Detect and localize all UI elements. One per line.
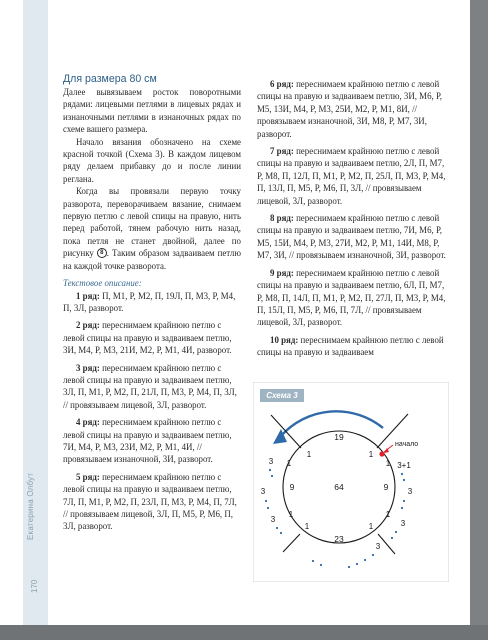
row-text: переснимаем крайнюю петлю с левой спицы на правую и задваиваем петлю, 3И, М6, Р, М5, 13И, М4, Р, М3, 25И, М2, Р, М1, 8И, // провязываем изнаночной, 3И, М8, Р, М7, 3И, разворот. bbox=[257, 79, 442, 139]
intro-paragraph: Далее вывязываем росток поворотными рядами: лицевыми петлями в лицевых рядах и изнаночными петлями в изнаночных рядах по схеме вашего размера. bbox=[63, 87, 241, 135]
row-text: переснимаем крайнюю петлю с левой спицы на правую и задваиваем петлю, 3Л, П, М1, Р, М2, П, 21Л, П, М3, Р, М4, П, 3Л, // провязываем лицевой, 3Л, разворот. bbox=[63, 362, 237, 410]
row-text: переснимаем крайнюю петлю с левой спицы на правую и задваиваем петлю, 7Л, П, М1, Р, М2, П, 23Л, П, М3, Р, М4, П, 7Л, // провязываем лицевой, 3Л, П, М5, Р, М6, П, 3Л, разворот. bbox=[63, 471, 237, 532]
stitch-1: 1 bbox=[286, 459, 292, 468]
row-8 bbox=[257, 212, 447, 262]
stitch-1: 1 bbox=[385, 459, 391, 468]
page-bottom-shadow bbox=[0, 625, 488, 640]
scheme-label: Схема 3 bbox=[260, 389, 304, 402]
row-label: 4 ряд: bbox=[76, 417, 100, 428]
row-9 bbox=[257, 267, 447, 329]
turn-text-b: . Таким образом задваиваем петлю на каждой точке разворота. bbox=[63, 248, 241, 271]
right-column bbox=[257, 78, 447, 359]
stitch-1: 1 bbox=[304, 522, 310, 531]
start-label: начало bbox=[395, 441, 419, 448]
stitch-1: 1 bbox=[368, 522, 374, 531]
page-number: 170 bbox=[30, 579, 39, 593]
author-name: Екатерина Олбут bbox=[26, 472, 35, 540]
turn-count: 3 bbox=[260, 487, 266, 496]
row-label: 10 ряд: bbox=[270, 334, 299, 345]
turn-count: 3 bbox=[375, 542, 381, 551]
row-label: 8 ряд: bbox=[270, 213, 294, 224]
turn-count: 3 bbox=[270, 515, 276, 524]
left-count: 9 bbox=[289, 482, 295, 492]
scheme-3-diagram bbox=[253, 382, 449, 582]
row-label: 6 ряд: bbox=[270, 79, 294, 89]
turn-count: 3 bbox=[407, 487, 413, 496]
page-edge-shadow bbox=[470, 0, 488, 625]
start-paragraph: Начало вязания обозначено на схеме красной точкой (Схема 3). В каждом лицевом ряду делаем прибавку до и после линии реглана. bbox=[63, 136, 241, 184]
turn-count: 3 bbox=[400, 519, 406, 528]
row-text: П, М1, Р, М2, П, 19Л, П, М3, Р, М4, П, 3Л, разворот. bbox=[63, 290, 236, 313]
turn-count: 3 bbox=[268, 457, 274, 466]
row-label: 1 ряд: bbox=[76, 290, 100, 301]
scheme-svg bbox=[253, 382, 449, 582]
right-count: 9 bbox=[383, 482, 389, 492]
stitch-1: 1 bbox=[306, 450, 312, 459]
row-10 bbox=[257, 334, 447, 359]
row-text: переснимаем крайнюю петлю с левой спицы на правую и задваиваем петлю, 7И, М4, Р, М3, 23И, М2, Р, М1, 4И, // провязываем изнаночной, 3И, разворот. bbox=[63, 417, 232, 465]
left-column bbox=[63, 72, 241, 533]
row-5 bbox=[63, 471, 241, 533]
row-text: переснимаем крайнюю петлю с левой спицы на правую и задваиваем петлю, 3И, М4, Р, М3, 21И, М2, Р, М1, 4И, разворот. bbox=[63, 320, 232, 356]
row-label: 2 ряд: bbox=[76, 320, 100, 331]
center-count: 64 bbox=[334, 482, 344, 492]
stitch-1: 1 bbox=[368, 450, 374, 459]
row-6 bbox=[257, 78, 447, 140]
row-label: 3 ряд: bbox=[76, 362, 100, 373]
row-4 bbox=[63, 416, 241, 466]
row-label: 9 ряд: bbox=[270, 267, 294, 278]
turn-paragraph bbox=[63, 185, 241, 272]
stitch-1: 1 bbox=[385, 510, 391, 519]
start-dot-icon bbox=[379, 451, 384, 456]
turn-count-plus: 3+1 bbox=[397, 461, 411, 470]
section-heading: Для размера 80 см bbox=[63, 73, 157, 85]
row-text: переснимаем крайнюю петлю с левой спицы на правую и задваиваем петлю, 7И, М6, Р, М5, 15И, М4, Р, М3, 27И, М2, Р, М1, 14И, М8, Р, М7, 3И, // провязываем изнаночной, 3И, разворот. bbox=[257, 213, 446, 261]
turn-text-a: Когда вы провязали первую точку разворота, переворачиваем вязание, снимаем первую петлю с левой спицы на правую, нить перед работой, тянем рабочую нить назад, пока петля не станет двойной, далее по рисунку bbox=[63, 186, 241, 259]
row-label: 7 ряд: bbox=[270, 146, 294, 157]
row-label: 5 ряд: bbox=[76, 471, 100, 482]
row-text: переснимаем крайнюю петлю с левой спицы на правую и задваиваем петлю, 6Л, П, М7, Р, М8, П, 14Л, П, М1, Р, М2, П, 27Л, П, М3, Р, М4, П, 15Л, П, М5, Р, М6, П, 7Л, // провязываем лицевой, 3Л, разворот. bbox=[257, 267, 446, 328]
text-description-heading: Текстовое описание: bbox=[63, 278, 142, 289]
stitch-1: 1 bbox=[288, 510, 294, 519]
row-text: переснимаем крайнюю петлю с левой спицы на правую и задваиваем bbox=[257, 334, 444, 358]
row-2 bbox=[63, 319, 241, 356]
row-text: переснимаем крайнюю петлю с левой спицы на правую и задваиваем петлю, 2Л, П, М7, Р, М8, П, 12Л, П, М1, Р, М2, П, 25Л, П, М3, Р, М4, П, 13Л, П, М5, Р, М6, П, 3Л, // провязываем лицевой, 3Л, разворот. bbox=[257, 146, 446, 206]
row-1 bbox=[63, 290, 241, 315]
row-3 bbox=[63, 362, 241, 412]
bottom-count: 23 bbox=[334, 534, 344, 544]
top-count: 19 bbox=[334, 432, 344, 442]
pattern-symbol-icon: 8 bbox=[97, 248, 107, 258]
row-7 bbox=[257, 145, 447, 207]
